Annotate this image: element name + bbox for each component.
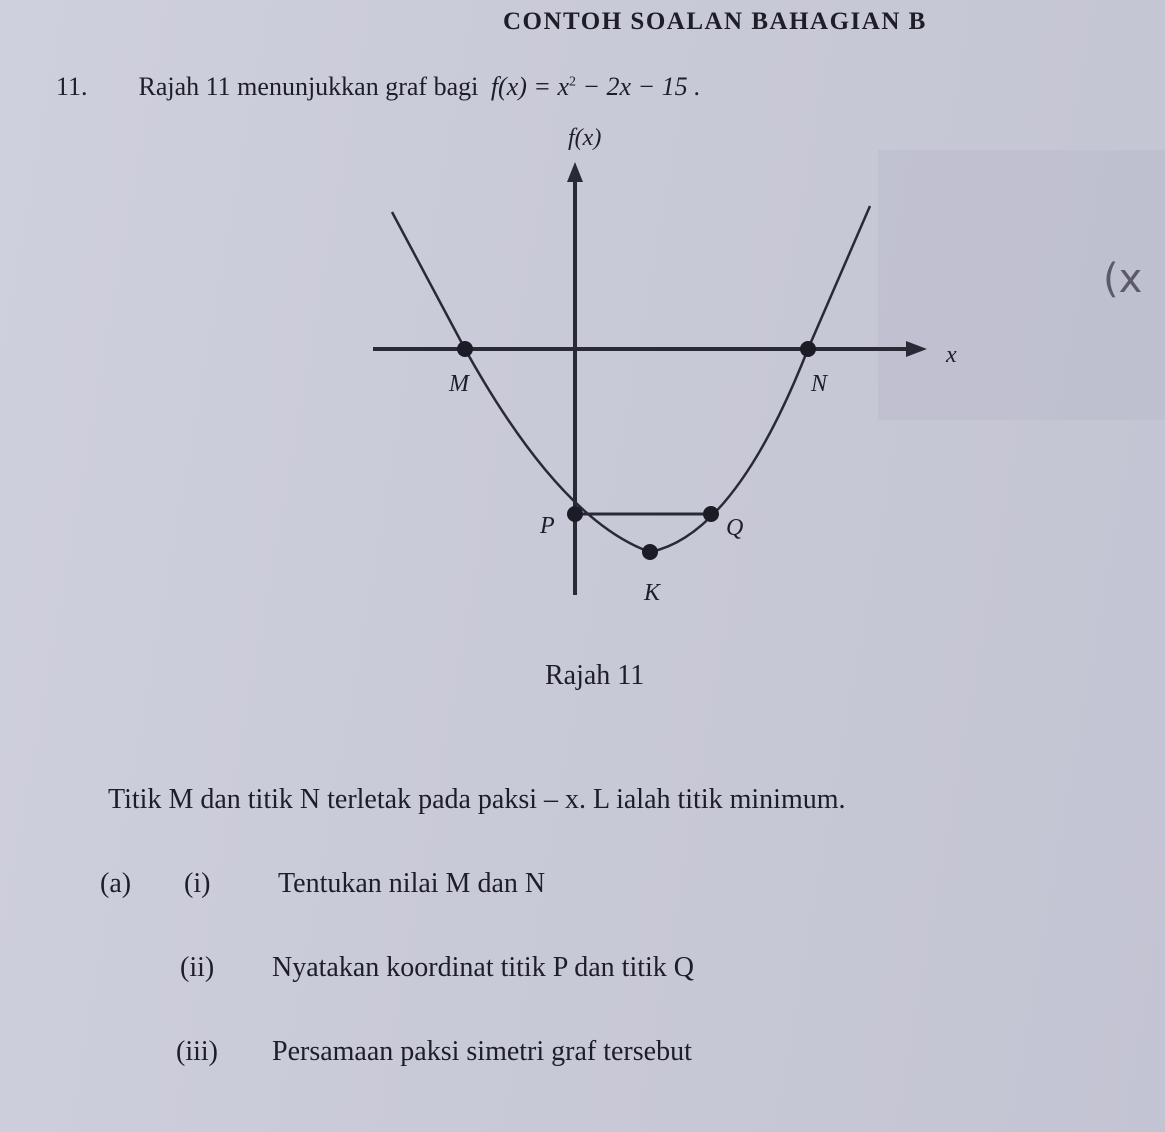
label-q: Q xyxy=(726,515,744,541)
part-a-ii xyxy=(180,952,694,984)
y-axis-arrow xyxy=(567,162,583,182)
label-k: K xyxy=(644,580,661,606)
label-n: N xyxy=(811,371,828,397)
problem-statement: Titik M dan titik N terletak pada paksi – x. L ialah titik minimum. xyxy=(108,784,846,815)
point-p xyxy=(567,506,583,522)
figure-caption: Rajah 11 xyxy=(545,660,645,691)
question-number: 11. xyxy=(56,72,88,101)
sub-i-label: (i) xyxy=(184,868,211,899)
part-a-iii xyxy=(176,1036,692,1068)
label-m: M xyxy=(449,371,469,397)
sub-ii-text: Nyatakan koordinat titik P dan titik Q xyxy=(272,952,695,983)
sub-ii-label: (ii) xyxy=(180,952,215,983)
sub-iii-text: Persamaan paksi simetri graf tersebut xyxy=(272,1036,692,1067)
sub-i-text: Tentukan nilai M dan N xyxy=(278,868,546,899)
point-k xyxy=(642,544,658,560)
x-axis-arrow xyxy=(906,341,927,357)
formula-left: f(x) = x xyxy=(490,72,569,101)
sub-iii-label: (iii) xyxy=(176,1036,218,1067)
part-a-label: (a) xyxy=(100,868,132,899)
x-axis-label: x xyxy=(946,342,957,368)
part-a-i xyxy=(100,868,545,900)
question-text: Rajah 11 menunjukkan graf bagi xyxy=(138,72,479,101)
point-n xyxy=(800,341,816,357)
section-header: CONTOH SOALAN BAHAGIAN B xyxy=(503,8,927,35)
formula-exponent: 2 xyxy=(569,74,576,90)
point-m xyxy=(457,341,473,357)
y-axis-label: f(x) xyxy=(568,125,602,151)
formula-right: − 2x − 15 . xyxy=(576,72,701,101)
label-p: P xyxy=(540,513,555,539)
handwritten-note: (x xyxy=(1103,256,1143,302)
point-q xyxy=(703,506,719,522)
